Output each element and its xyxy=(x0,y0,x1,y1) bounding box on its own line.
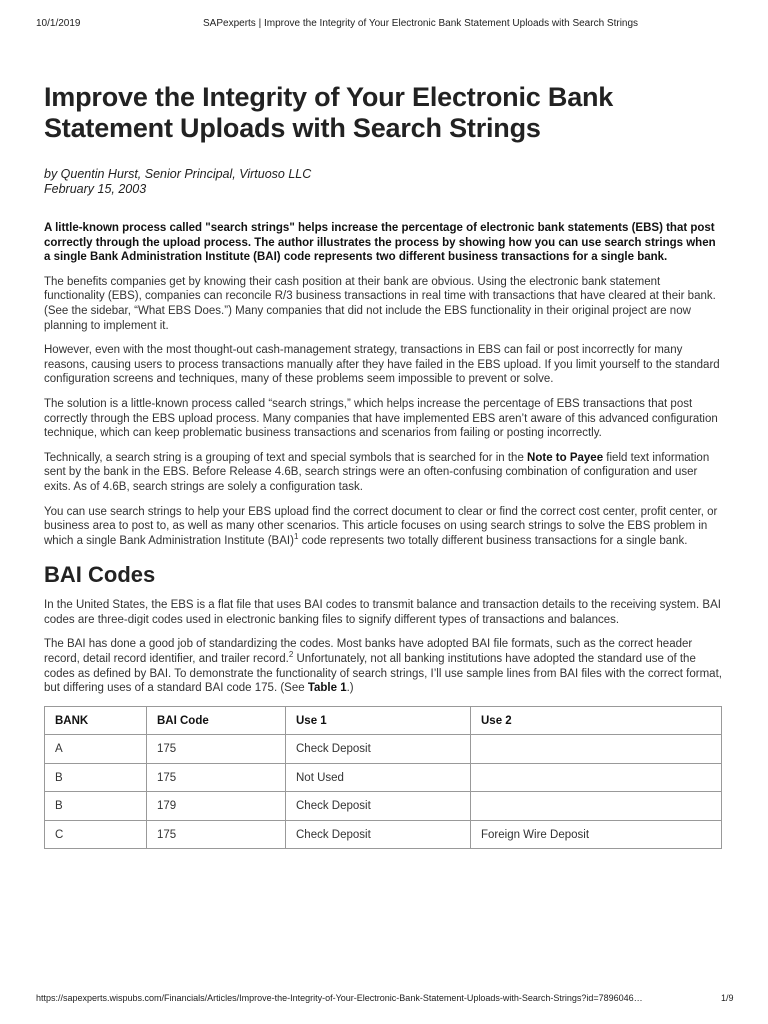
cell-bai-code: 179 xyxy=(147,792,286,821)
table-row xyxy=(45,820,722,849)
article-content xyxy=(44,82,724,849)
cell-use-2 xyxy=(471,763,722,792)
footnote-ref-1: 1 xyxy=(293,531,299,541)
cell-use-1: Check Deposit xyxy=(286,820,471,849)
paragraph-7-part-c: .) xyxy=(346,682,354,695)
cell-bank: A xyxy=(45,735,147,764)
cell-use-1: Not Used xyxy=(286,763,471,792)
header-bai-code: BAI Code xyxy=(147,706,286,735)
header-use-2: Use 2 xyxy=(471,706,722,735)
paragraph-4-part-a: Technically, a search string is a grouping of text and special symbols that is searched for in the xyxy=(44,451,528,464)
paragraph-3: The solution is a little-known process called “search strings,” which helps increase the percentage of EBS transactions that post correctly through the EBS upload process. Many companies that have implemented EBS aren’t aware of this advanced configuration technique, which can keep problematic business transactions and scenarios from failing or posting incorrectly. xyxy=(44,397,718,440)
cell-bank: B xyxy=(45,763,147,792)
publish-date: February 15, 2003 xyxy=(44,182,147,196)
paragraph-2: However, even with the most thought-out cash-management strategy, transactions in EBS can fail or post incorrectly for many reasons, causing users to process transactions manually after they have failed in the EBS upload. If you limit yourself to the standard configuration screens and techniques, many of these problems seem impossible to prevent or solve. xyxy=(44,344,720,386)
header-use-1: Use 1 xyxy=(286,706,471,735)
table-row xyxy=(45,792,722,821)
paragraph-5-part-a: You can use search strings to help your EBS upload find the correct document to clear or find the correct cost center, profit center, or business area to post to, as well as many other scenarios. This article focuses on using search strings to solve the EBS problem in which a single Bank Administration Institute (BAI) xyxy=(44,505,718,547)
paragraph-5-part-b: code represents two totally different business transactions for a single bank. xyxy=(298,534,688,547)
cell-use-1: Check Deposit xyxy=(286,792,471,821)
table-1-reference: Table 1 xyxy=(307,682,347,695)
cell-bank: B xyxy=(45,792,147,821)
table-row xyxy=(45,735,722,764)
cell-bai-code: 175 xyxy=(147,763,286,792)
paragraph-7-part-b: Unfortunately, not all banking institutions have adopted the standard use of the codes as defined by BAI. To demonstrate the functionality of search strings, I’ll use sample lines from BAI files with the correct format, but differing uses of a standard BAI code 175. (See xyxy=(44,653,722,695)
print-header xyxy=(0,18,768,32)
cell-use-2: Foreign Wire Deposit xyxy=(471,820,722,849)
cell-bai-code: 175 xyxy=(147,735,286,764)
cell-use-1: Check Deposit xyxy=(286,735,471,764)
print-url: https://sapexperts.wispubs.com/Financials/Articles/Improve-the-Integrity-of-Your-Electronic-Bank-Statement-Uploads-with-Search-Strings?id=7896046… xyxy=(36,993,643,1003)
cell-use-2 xyxy=(471,792,722,821)
byline xyxy=(44,167,724,197)
page-number: 1/9 xyxy=(721,993,734,1003)
paragraph-7 xyxy=(44,637,724,695)
paragraph-4-part-b: field text information sent by the bank in the EBS. Before Release 4.6B, search strings were an often-confusing combination of configuration and user exits. As of 4.6B, search strings are solely a configuration task. xyxy=(44,451,710,493)
header-bank: BANK xyxy=(45,706,147,735)
note-to-payee-term: Note to Payee xyxy=(527,451,604,464)
cell-bai-code: 175 xyxy=(147,820,286,849)
article-title: Improve the Integrity of Your Electronic Bank Statement Uploads with Search Strings xyxy=(44,82,614,143)
cell-use-2 xyxy=(471,735,722,764)
paragraph-4 xyxy=(44,451,724,495)
author-line: by Quentin Hurst, Senior Principal, Virtuoso LLC xyxy=(44,167,312,181)
table-row xyxy=(45,763,722,792)
print-date: 10/1/2019 xyxy=(36,18,81,29)
cell-bank: C xyxy=(45,820,147,849)
paragraph-7-part-a: The BAI has done a good job of standardizing the codes. Most banks have adopted BAI file formats, such as the correct header record, detail record identifier, and trailer record. xyxy=(44,638,693,666)
article-summary: A little-known process called "search strings" helps increase the percentage of electronic bank statements (EBS) that post correctly through the upload process. The author illustrates the process by showing how you can use search strings when a single Bank Administration Institute (BAI) code represents two different business transactions for a single bank. xyxy=(44,222,716,264)
paragraph-1: The benefits companies get by knowing their cash position at their bank are obvious. Using the electronic bank statement functionality (EBS), companies can reconcile R/3 business transactions in real time with transactions that have cleared at their bank. (See the sidebar, “What EBS Does.”) Many companies that did not include the EBS functionality in their original project are now planning to implement it. xyxy=(44,275,716,332)
bai-codes-table xyxy=(44,706,722,850)
print-page-title: SAPexperts | Improve the Integrity of Your Electronic Bank Statement Uploads with Search Strings xyxy=(203,18,639,29)
section-heading-bai-codes: BAI Codes xyxy=(44,562,156,588)
print-footer xyxy=(0,993,768,1007)
table-header-row xyxy=(45,706,722,735)
paragraph-5 xyxy=(44,505,724,549)
paragraph-6: In the United States, the EBS is a flat file that uses BAI codes to transmit balance and transaction details to the receiving system. BAI codes are three-digit codes used in electronic banking files to signify different types of transactions and balances. xyxy=(44,599,721,626)
footnote-ref-2: 2 xyxy=(288,650,294,660)
